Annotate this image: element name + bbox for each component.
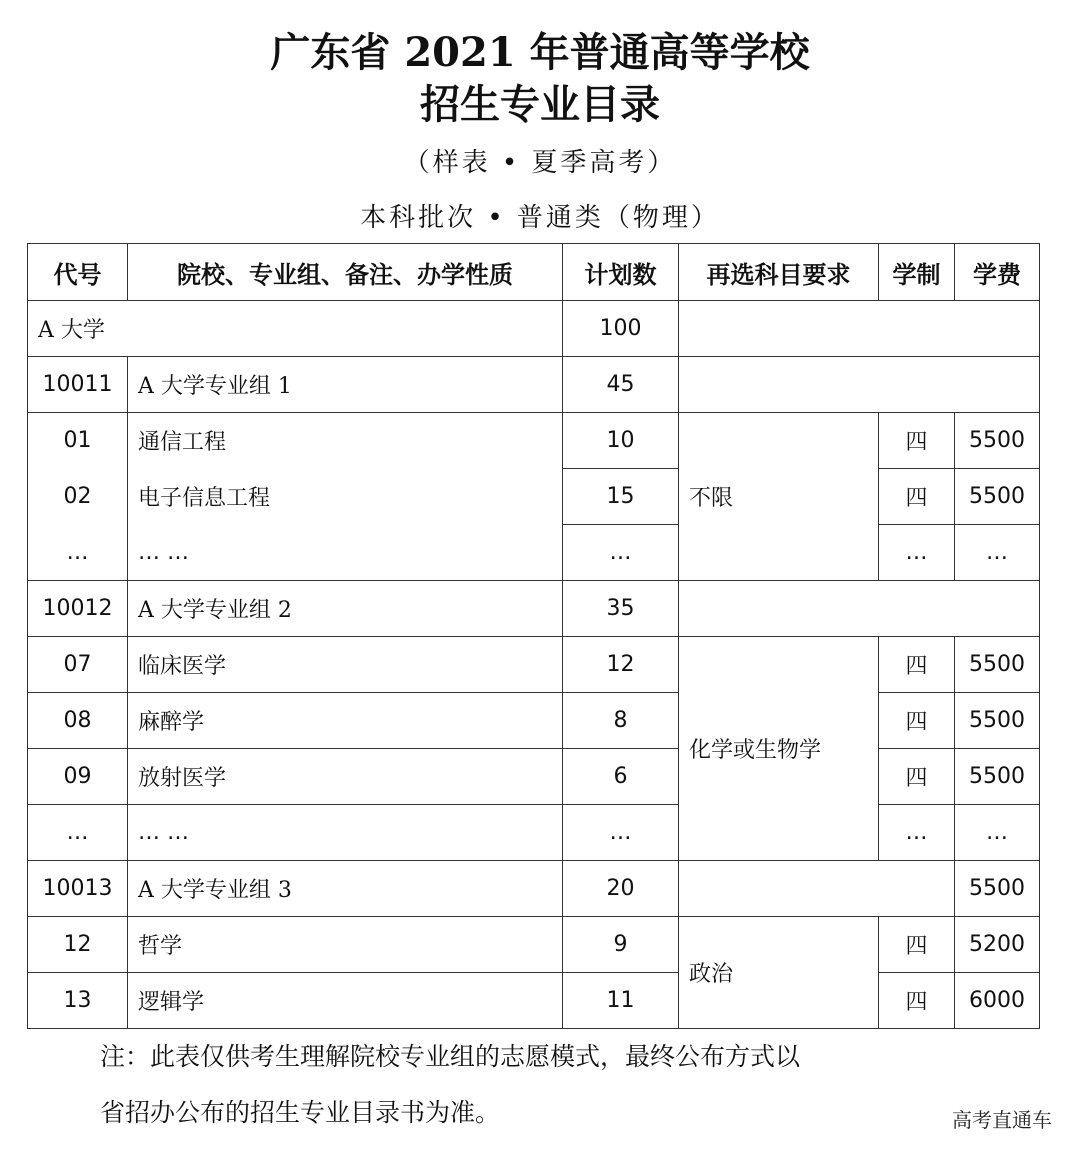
major-fee: 6000 <box>955 973 1040 1029</box>
major-years: 四 <box>879 413 955 469</box>
table-row <box>28 413 1040 469</box>
major-plan: 15 <box>563 469 679 525</box>
major-plan: 10 <box>563 413 679 469</box>
school-row <box>28 301 1040 357</box>
school-plan: 100 <box>563 301 679 357</box>
major-years: … <box>879 805 955 861</box>
major-code: 02 <box>28 469 128 525</box>
header-school: 院校、专业组、备注、办学性质 <box>128 244 563 301</box>
footnote-line2: 省招办公布的招生专业目录书为准。 <box>100 1098 501 1127</box>
major-name: 电子信息工程 <box>128 469 563 525</box>
major-code: 13 <box>28 973 128 1029</box>
major-plan: 9 <box>563 917 679 973</box>
major-years: 四 <box>879 973 955 1029</box>
major-name: 逻辑学 <box>128 973 563 1029</box>
table-row <box>28 749 1040 805</box>
page-title-line2: 招生专业目录 <box>420 81 660 128</box>
header-requirement: 再选科目要求 <box>679 244 879 301</box>
major-plan: 8 <box>563 693 679 749</box>
major-name: 临床医学 <box>128 637 563 693</box>
subject-requirement: 不限 <box>679 413 879 581</box>
major-code: … <box>28 805 128 861</box>
header-plan: 计划数 <box>563 244 679 301</box>
table-row <box>28 973 1040 1029</box>
page-title: 广东省 2021 年普通高等学校 <box>270 29 810 76</box>
major-code: … <box>28 525 128 581</box>
header-fee: 学费 <box>955 244 1040 301</box>
major-name: 哲学 <box>128 917 563 973</box>
major-name: 通信工程 <box>128 413 563 469</box>
group-name: A 大学专业组 1 <box>128 357 563 413</box>
table-row <box>28 469 1040 525</box>
empty-cell <box>679 301 1040 357</box>
major-plan: 6 <box>563 749 679 805</box>
footnote-line1: 注：此表仅供考生理解院校专业组的志愿模式，最终公布方式以 <box>100 1042 801 1071</box>
group-code: 10011 <box>28 357 128 413</box>
major-plan: … <box>563 525 679 581</box>
table-row <box>28 693 1040 749</box>
group-code: 10012 <box>28 581 128 637</box>
major-fee: 5500 <box>955 637 1040 693</box>
table-row <box>28 525 1040 581</box>
empty-cell <box>679 581 1040 637</box>
table-row <box>28 805 1040 861</box>
major-name: … … <box>128 525 563 581</box>
catalog-table <box>27 243 1040 1029</box>
major-years: 四 <box>879 469 955 525</box>
group-plan: 45 <box>563 357 679 413</box>
major-name: 麻醉学 <box>128 693 563 749</box>
table-row <box>28 917 1040 973</box>
major-code: 12 <box>28 917 128 973</box>
major-code: 07 <box>28 637 128 693</box>
major-years: … <box>879 525 955 581</box>
major-fee: 5500 <box>955 693 1040 749</box>
group-row <box>28 581 1040 637</box>
empty-cell <box>679 861 955 917</box>
major-years: 四 <box>879 693 955 749</box>
table-row <box>28 637 1040 693</box>
major-code: 09 <box>28 749 128 805</box>
group-row <box>28 861 1040 917</box>
major-plan: … <box>563 805 679 861</box>
major-plan: 11 <box>563 973 679 1029</box>
group-fee: 5500 <box>955 861 1040 917</box>
subtitle: （样表 • 夏季高考） <box>403 148 677 178</box>
subject-requirement: 化学或生物学 <box>679 637 879 861</box>
major-fee: 5500 <box>955 749 1040 805</box>
batch-label: 本科批次 • 普通类（物理） <box>360 203 720 233</box>
major-fee: 5500 <box>955 469 1040 525</box>
group-plan: 20 <box>563 861 679 917</box>
major-fee: 5500 <box>955 413 1040 469</box>
table-header-row <box>28 244 1040 301</box>
school-name: A 大学 <box>28 301 563 357</box>
group-name: A 大学专业组 3 <box>128 861 563 917</box>
group-name: A 大学专业组 2 <box>128 581 563 637</box>
major-code: 08 <box>28 693 128 749</box>
major-fee: … <box>955 805 1040 861</box>
major-name: 放射医学 <box>128 749 563 805</box>
group-row <box>28 357 1040 413</box>
header-code: 代号 <box>28 244 128 301</box>
group-code: 10013 <box>28 861 128 917</box>
empty-cell <box>679 357 1040 413</box>
major-plan: 12 <box>563 637 679 693</box>
major-name: … … <box>128 805 563 861</box>
group-plan: 35 <box>563 581 679 637</box>
major-code: 01 <box>28 413 128 469</box>
subject-requirement: 政治 <box>679 917 879 1029</box>
watermark: 高考直通车 <box>952 1108 1052 1132</box>
major-fee: … <box>955 525 1040 581</box>
major-fee: 5200 <box>955 917 1040 973</box>
header-years: 学制 <box>879 244 955 301</box>
major-years: 四 <box>879 637 955 693</box>
major-years: 四 <box>879 749 955 805</box>
major-years: 四 <box>879 917 955 973</box>
